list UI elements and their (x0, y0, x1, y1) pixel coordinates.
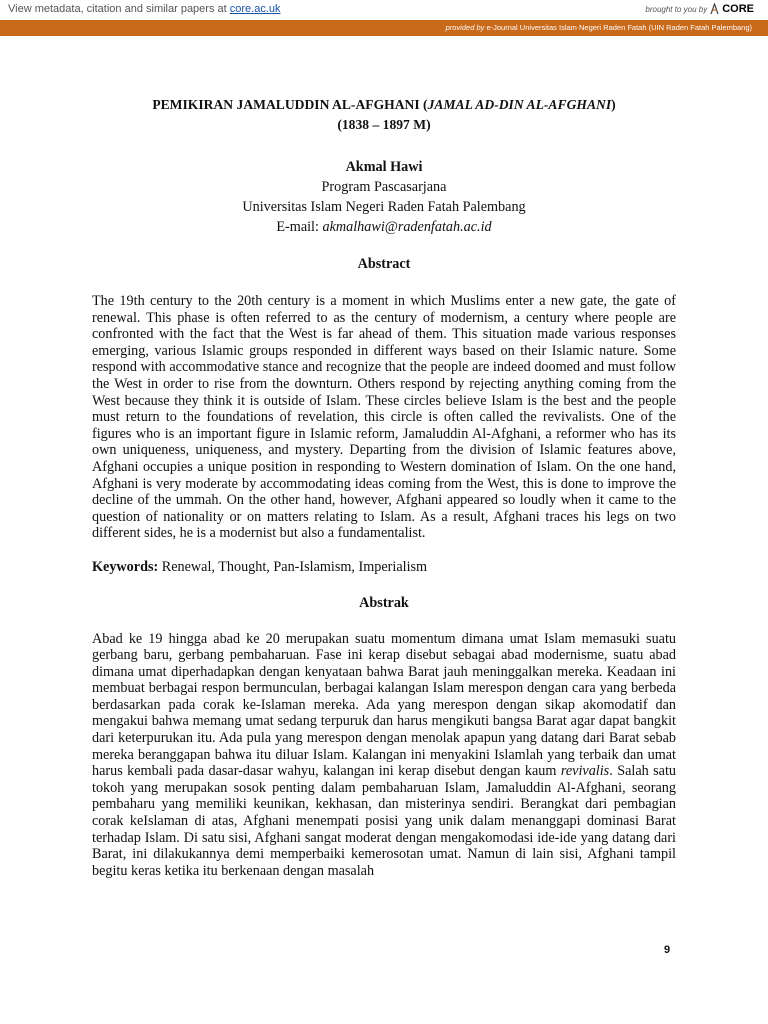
author-program: Program Pascasarjana (321, 179, 447, 195)
provider-prefix: provided by (445, 23, 485, 32)
email-address: akmalhawi@radenfatah.ac.id (322, 219, 492, 235)
core-logo-icon (710, 3, 719, 15)
keywords (92, 559, 676, 576)
page-number: 9 (664, 944, 671, 956)
author-email (92, 217, 676, 237)
author-university: Universitas Islam Negeri Raden Fatah Palembang (242, 199, 526, 215)
paper-title (92, 95, 676, 135)
abstrak-text (92, 631, 676, 880)
abstract-heading: Abstract (357, 256, 411, 272)
core-metadata-bar (0, 0, 768, 21)
abstrak-part: Abad ke 19 hingga abad ke 20 merupakan suatu momentum dimana umat Islam memasuki suatu gerbang baru, gerbang pembaharuan. Fase ini kerap disebut sebagai abad modernisme, suatu abad dimana umat diperhadapkan dengan kenyataan bahwa Barat jauh meninggalkan mereka. Keadaan ini membuat berbagai respon bermunculan, berbagai kalangan Islam merespon dengan cara yang berbeda berdasarkan pada corak ke-Islaman mereka. Ada yang merespon dengan sikap akomodatif dan mengakui bahwa memang umat sedang terpuruk dan harus mengikuti bangsa Barat agar dapat bangkit dari keterpurukan itu. Ada pula yang merespon dengan menolak apapun yang datang dari Barat sebab mereka beranggapan bahwa itu diluar Islam. Kalangan ini menyakini Islamlah yang terbaik dan umat harus kembali pada dasar-dasar wahyu, kalangan ini kerap disebut dengan kaum (92, 630, 676, 780)
brought-label: brought to you by (645, 4, 708, 14)
author-name: Akmal Hawi (345, 159, 423, 175)
email-label: E-mail: (276, 219, 323, 235)
title-part: ) (611, 97, 616, 112)
metadata-label: View metadata, citation and similar papers at (8, 3, 230, 15)
title-italic: JAMAL AD-DIN AL-AFGHANI (427, 97, 612, 112)
provider-name: e-Journal Universitas Islam Negeri Raden Fatah (UIN Raden Fatah Palembang) (484, 23, 752, 32)
core-brand: CORE (722, 3, 754, 15)
brought-by[interactable] (645, 3, 754, 15)
metadata-text (8, 3, 281, 15)
keywords-text: Renewal, Thought, Pan-Islamism, Imperialism (158, 558, 428, 575)
title-part: PEMIKIRAN JAMALUDDIN AL-AFGHANI ( (152, 97, 428, 112)
abstract-text: The 19th century to the 20th century is a moment in which Muslims enter a new gate, the gate of renewal. This phase is often referred to as the century of modernism, a century where people are confronted with the fact that the West is far ahead of them. This situation made various responses emerging, various Islamic groups responded in different ways based on their Islamic nature. Some respond with accommodative stance and recognize that the people are indeed doomed and must follow the West in order to rise from the downturn. Others respond by rejecting anything coming from the West because they think it is outside of Islam. These circles believe Islam is the best and the people must return to the foundations of revelation, this circle is often called the revivalists. One of the figures who is an important figure in Islamic reform, Jamaluddin Al-Afghani, a reformer who has its own uniqueness, uniqueness, and mystery. Departing from the division of Islamic features above, Afghani occupies a unique position in responding to Western domination of Islam. On the one hand, Afghani is very moderate by accommodating ideas coming from the West, this is done to improve the decline of the ummah. On the other hand, however, Afghani appeared so loudly when it came to the question of nationality or on matters relating to Islam. As a result, Afghani traces his legs on two different sides, he is a modernist but also a fundamentalist. (92, 293, 676, 542)
provider-text[interactable] (446, 23, 752, 32)
keywords-label: Keywords: (92, 558, 159, 575)
abstrak-part: . Salah satu tokoh yang merupakan sosok penting dalam pembaharuan Islam, Jamaluddin Al-Afghani, seorang pembaharu yang memiliki keunikan, kekhasan, dan misterinya sendiri. Berangkat dari pembagian corak keIslaman di atas, Afghani menempati posisi yang unik dalam menanggapi dominasi Barat terhadap Islam. Di satu sisi, Afghani sangat moderat dengan mengakomodasi ide-ide yang datang dari Barat, ini dilakukannya demi memperbaiki kemerosotan umat. Namun di lain sisi, Afghani tampil begitu keras ketika itu berkenaan dengan masalah (92, 763, 676, 879)
core-link[interactable]: core.ac.uk (229, 3, 281, 15)
provider-bar (0, 20, 768, 36)
paper-content (92, 95, 676, 879)
title-years: (1838 – 1897 M) (337, 117, 431, 132)
abstrak-heading: Abstrak (359, 594, 409, 611)
abstrak-italic: revivalis (560, 763, 610, 780)
